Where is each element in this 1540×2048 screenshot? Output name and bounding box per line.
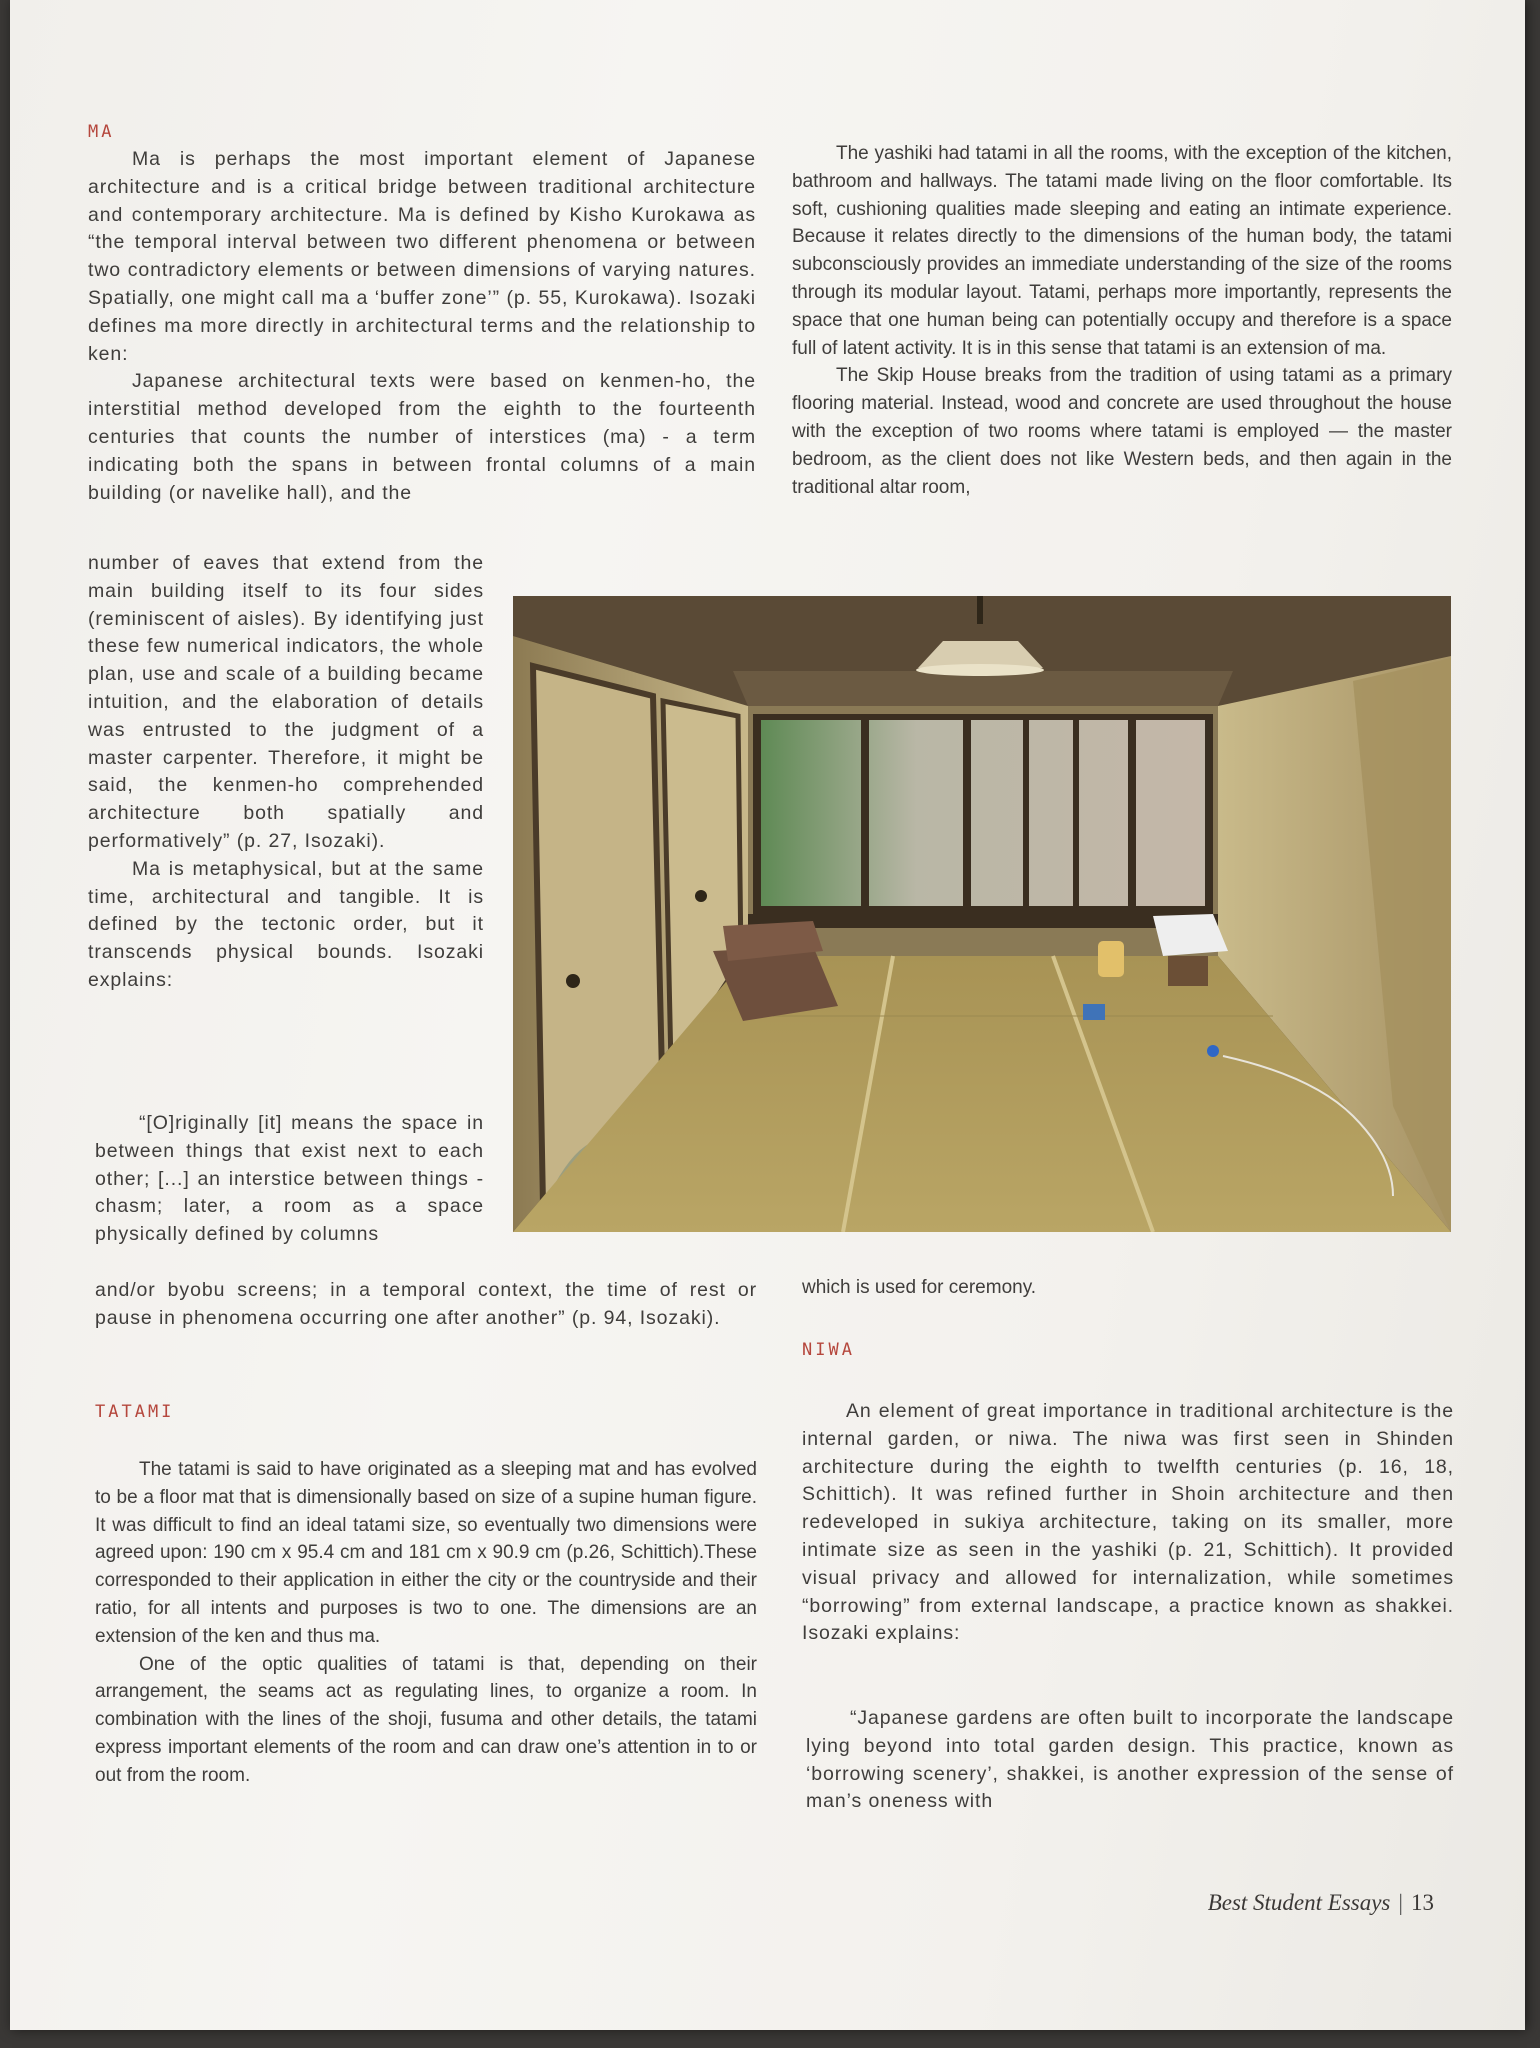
heading-niwa: NIWA — [802, 1340, 855, 1360]
ma-p1: Ma is perhaps the most important element of Japanese architecture and is a critical bridge between traditional architecture and contemporary architecture. Ma is defined by Kisho Kurokawa as “the temporal interval between two different phenomena or between two contradictory elements or between dimensions of varying natures. Spatially, one might call ma a ‘buffer zone’” (p. 55, Kurokawa). Isozaki defines ma more directly in architectural terms and the relationship to ken: — [88, 148, 756, 365]
heading-tatami: TATAMI — [95, 1402, 175, 1422]
page-number: 13 — [1411, 1890, 1434, 1915]
ma-p2-narrow: number of eaves that extend from the main building itself to its four sides (reminiscent of aisles). By identifying just these few numerical indicators, the whole plan, use and scale of a building became intuition, and the elaboration of details was entrusted to the judgment of a master carpenter. Therefore, it might be said, the kenmen-ho comprehended architecture both spatially and performatively” (p. 27, Isozaki). — [88, 552, 484, 852]
yashiki-section — [792, 140, 1452, 501]
skip-house-end: which is used for ceremony. — [802, 1277, 1037, 1298]
footer-divider: | — [1398, 1890, 1403, 1915]
publication-name: Best Student Essays — [1207, 1890, 1391, 1915]
heading-ma: MA — [88, 122, 115, 142]
quote-narrow: “[O]riginally [it] means the space in between things that exist next to each other; [...] an interstice between things - chasm; later, a room as a space physically defined by columns — [95, 1112, 484, 1246]
quote-wide: and/or byobu screens; in a temporal context, the time of rest or pause in phenomena occurring one after another” (p. 94, Isozaki). — [95, 1279, 757, 1329]
ma-p3: Ma is metaphysical, but at the same time, architectural and tangible. It is defined by the tectonic order, but it transcends physical bounds. Isozaki explains: — [88, 857, 484, 991]
skip-house-continuation — [802, 1274, 1452, 1302]
tatami-room-illustration — [513, 596, 1451, 1232]
tatami-room-photo — [513, 596, 1451, 1232]
niwa-quote-block — [806, 1705, 1454, 1816]
magazine-page — [10, 0, 1525, 2030]
ma-p2-wide: Japanese architectural texts were based on kenmen-ho, the interstitial method developed from the eighth to the fourteenth centuries that counts the number of interstices (ma) - a term indicating both the spans in between frontal columns of a main building (or navelike hall), and the — [88, 370, 756, 504]
tatami-section — [95, 1456, 757, 1790]
page-footer — [1208, 1890, 1434, 1916]
ma-narrow-column — [88, 550, 484, 995]
ma-paragraph-1 — [88, 146, 756, 507]
niwa-p1: An element of great importance in traditional architecture is the internal garden, or niwa. The niwa was first seen in Shinden architecture during the eighth to twelfth centuries (p. 16, 18, Schittich). It was refined further in Shoin architecture and then redeveloped in sukiya architecture, taking on its smaller, more intimate size as seen in the yashiki (p. 21, Schittich). It provided visual privacy and allowed for internalization, while sometimes “borrowing” from external landscape, a practice known as shakkei. Isozaki explains: — [802, 1400, 1454, 1645]
tatami-p1: The tatami is said to have originated as a sleeping mat and has evolved to be a floor mat that is dimensionally based on size of a supine human figure. It was difficult to find an ideal tatami size, so eventually two dimensions were agreed upon: 190 cm x 95.4 cm and 181 cm x 90.9 cm (p.26, Schittich).These corresponded to their application in either the city or the countryside and their ratio, for all intents and purposes is two to one. The dimensions are an extension of the ken and thus ma. — [95, 1459, 757, 1647]
yashiki-p1: The yashiki had tatami in all the rooms, with the exception of the kitchen, bathroom and hallways. The tatami made living on the floor comfortable. Its soft, cushioning qualities made sleeping and eating an intimate experience. Because it relates directly to the dimensions of the human body, the tatami subconsciously provides an immediate understanding of the size of the rooms through its modular layout. Tatami, perhaps more importantly, represents the space that one human being can potentially occupy and therefore is a space full of latent activity. It is in this sense that tatami is an extension of ma. — [792, 143, 1452, 359]
quote-wide-block — [95, 1277, 757, 1333]
niwa-section — [802, 1398, 1454, 1648]
quote-narrow-block — [95, 1110, 484, 1249]
skip-house-p1: The Skip House breaks from the tradition of using tatami as a primary flooring material. Instead, wood and concrete are used throughout the house with the exception of two rooms where tatami is employed — the master bedroom, as the client does not like Western beds, and then again in the traditional altar room, — [792, 365, 1452, 498]
niwa-quote: “Japanese gardens are often built to incorporate the landscape lying beyond into total garden design. This practice, known as ‘borrowing scenery’, shakkei, is another expression of the sense of man’s oneness with — [806, 1707, 1454, 1813]
tatami-p2: One of the optic qualities of tatami is that, depending on their arrangement, the seams act as regulating lines, to organize a room. In combination with the lines of the shoji, fusuma and other details, the tatami express important elements of the room and can draw one’s attention in to or out from the room. — [95, 1653, 757, 1786]
